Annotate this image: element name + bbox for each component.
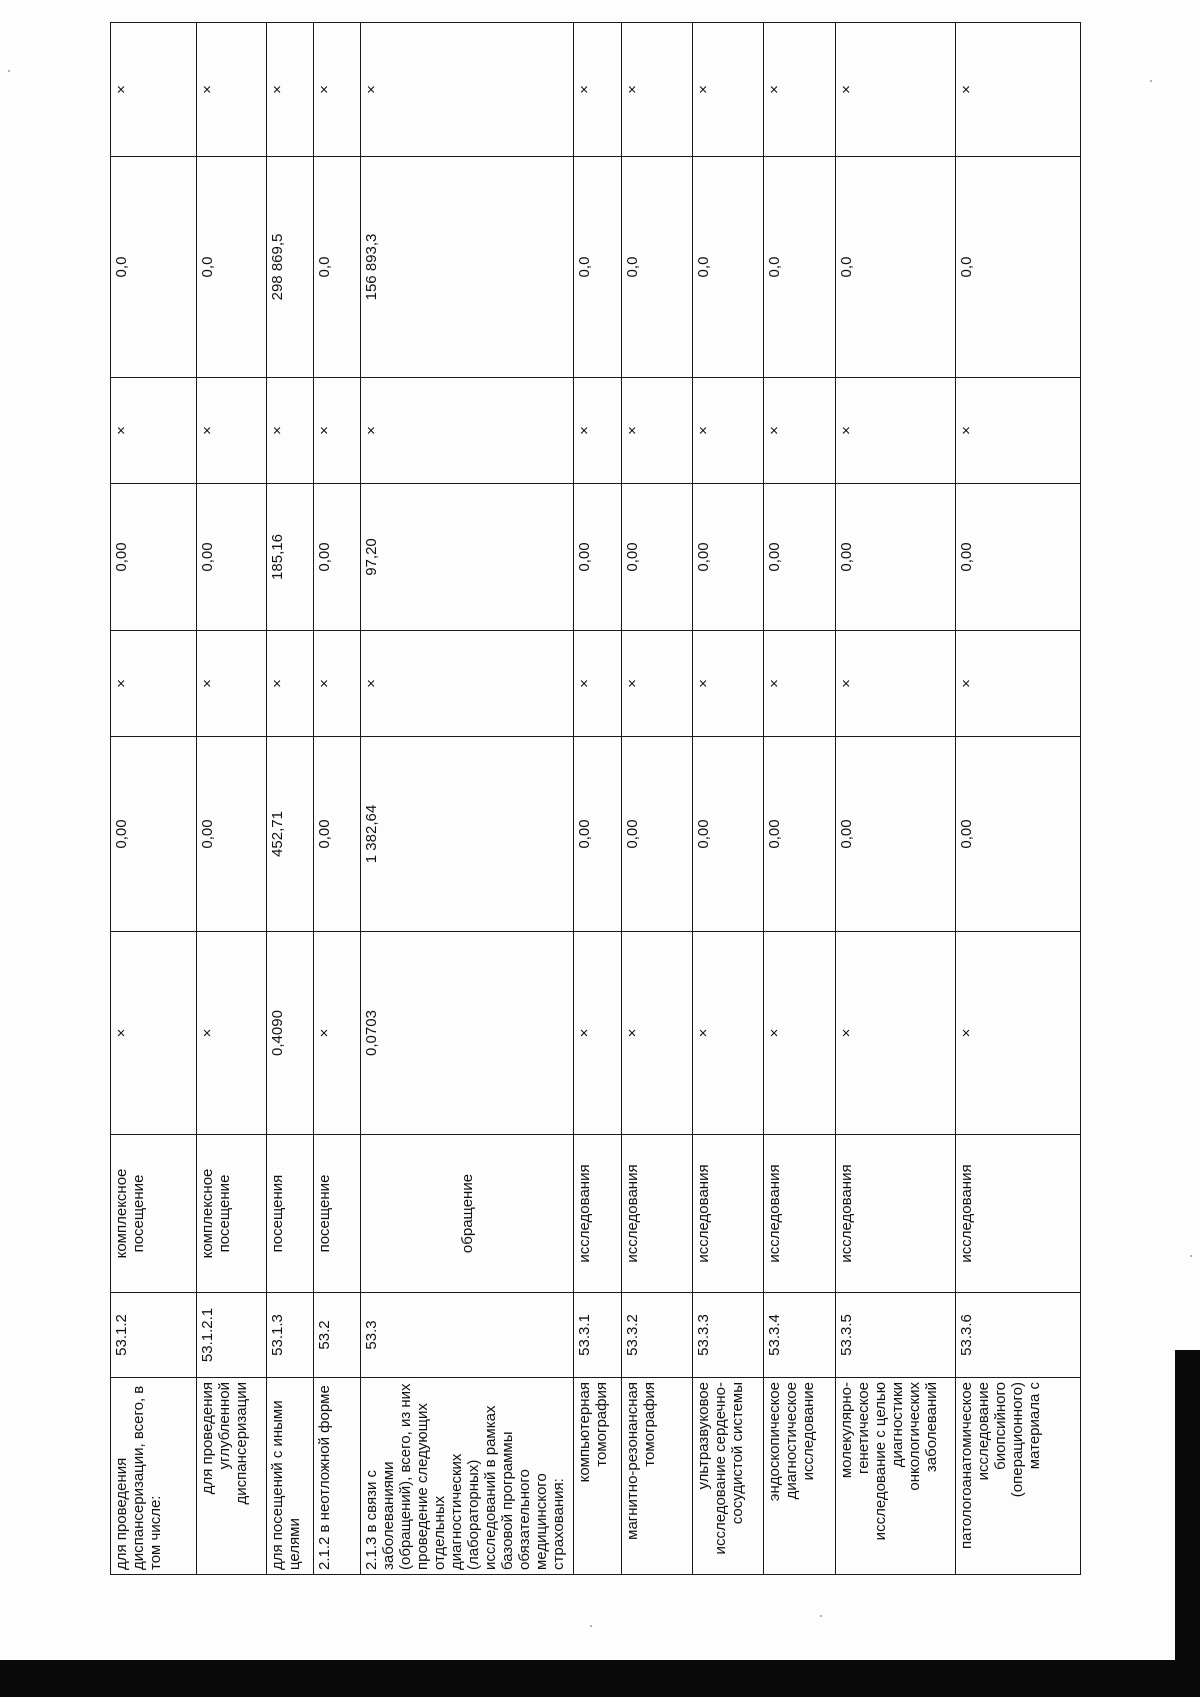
per-capita-oms-cell: 0,00 bbox=[956, 484, 1081, 631]
total-budget-cell: × bbox=[197, 378, 267, 484]
per-capita-budget-cell: × bbox=[956, 631, 1081, 737]
row-name-cell: для посещений с иными целями bbox=[267, 1378, 314, 1575]
norm-volume-cell: × bbox=[574, 932, 622, 1135]
per-capita-oms-cell: 0,00 bbox=[197, 484, 267, 631]
norm-volume-cell: × bbox=[956, 932, 1081, 1135]
norm-volume-cell: × bbox=[314, 932, 361, 1135]
total-oms-cell: 0,0 bbox=[111, 157, 197, 378]
row-number-cell: 53.3.4 bbox=[764, 1293, 836, 1378]
scan-edge-right bbox=[1175, 1350, 1200, 1660]
norm-cost-cell: 0,00 bbox=[622, 737, 693, 932]
per-capita-oms-cell: 0,00 bbox=[622, 484, 693, 631]
row-name-cell: эндоскопическое диагностическое исследование bbox=[764, 1378, 836, 1575]
unit-cell: исследования bbox=[956, 1135, 1081, 1293]
unit-cell: исследования bbox=[836, 1135, 956, 1293]
per-capita-oms-cell: 185,16 bbox=[267, 484, 314, 631]
per-capita-budget-cell: × bbox=[836, 631, 956, 737]
total-oms-cell: 0,0 bbox=[764, 157, 836, 378]
total-budget-cell: × bbox=[693, 378, 764, 484]
unit-cell: исследования bbox=[693, 1135, 764, 1293]
norm-cost-cell: 0,00 bbox=[314, 737, 361, 932]
share-cell: × bbox=[956, 23, 1081, 157]
scan-edge-bottom bbox=[0, 1660, 1200, 1697]
share-cell: × bbox=[693, 23, 764, 157]
unit-cell: посещение bbox=[314, 1135, 361, 1293]
norm-volume-cell: 0,4090 bbox=[267, 932, 314, 1135]
share-cell: × bbox=[361, 23, 574, 157]
total-budget-cell: × bbox=[267, 378, 314, 484]
per-capita-budget-cell: × bbox=[764, 631, 836, 737]
row-number-cell: 53.3.5 bbox=[836, 1293, 956, 1378]
share-cell: × bbox=[267, 23, 314, 157]
per-capita-oms-cell: 0,00 bbox=[693, 484, 764, 631]
rotated-table-container bbox=[110, 85, 1080, 1575]
row-name-cell: 2.1.2 в неотложной форме bbox=[314, 1378, 361, 1575]
row-name-cell: для проведения диспансеризации, всего, в том числе: bbox=[111, 1378, 197, 1575]
per-capita-budget-cell: × bbox=[314, 631, 361, 737]
total-oms-cell: 0,0 bbox=[836, 157, 956, 378]
per-capita-budget-cell: × bbox=[361, 631, 574, 737]
norm-cost-cell: 0,00 bbox=[956, 737, 1081, 932]
norm-volume-cell: × bbox=[197, 932, 267, 1135]
share-cell: × bbox=[314, 23, 361, 157]
per-capita-budget-cell: × bbox=[574, 631, 622, 737]
total-oms-cell: 0,0 bbox=[574, 157, 622, 378]
total-oms-cell: 0,0 bbox=[693, 157, 764, 378]
table-row bbox=[314, 23, 361, 1575]
row-number-cell: 53.3 bbox=[361, 1293, 574, 1378]
per-capita-budget-cell: × bbox=[111, 631, 197, 737]
share-cell: × bbox=[197, 23, 267, 157]
row-name-cell: 2.1.3 в связи с заболеваниями (обращений), всего, из них проведение следующих отдельных диагностических (лабораторных) исследований в рамках базовой программы обязательного медицинского страхования: bbox=[361, 1378, 574, 1575]
row-number-cell: 53.1.3 bbox=[267, 1293, 314, 1378]
per-capita-oms-cell: 0,00 bbox=[836, 484, 956, 631]
table-row bbox=[361, 23, 574, 1575]
row-name-cell: магнитно-резонансная томография bbox=[622, 1378, 693, 1575]
norm-volume-cell: × bbox=[764, 932, 836, 1135]
unit-cell: исследования bbox=[764, 1135, 836, 1293]
unit-cell: комплексное посещение bbox=[197, 1135, 267, 1293]
row-number-cell: 53.3.1 bbox=[574, 1293, 622, 1378]
total-budget-cell: × bbox=[111, 378, 197, 484]
unit-cell: исследования bbox=[622, 1135, 693, 1293]
norm-volume-cell: × bbox=[836, 932, 956, 1135]
share-cell: × bbox=[111, 23, 197, 157]
norm-cost-cell: 0,00 bbox=[764, 737, 836, 932]
total-oms-cell: 0,0 bbox=[622, 157, 693, 378]
total-oms-cell: 0,0 bbox=[197, 157, 267, 378]
norm-cost-cell: 452,71 bbox=[267, 737, 314, 932]
total-budget-cell: × bbox=[622, 378, 693, 484]
table-row bbox=[622, 23, 693, 1575]
total-budget-cell: × bbox=[764, 378, 836, 484]
per-capita-budget-cell: × bbox=[197, 631, 267, 737]
scan-speck bbox=[1150, 80, 1152, 82]
total-oms-cell: 156 893,3 bbox=[361, 157, 574, 378]
unit-cell: обращение bbox=[361, 1135, 574, 1293]
scan-speck bbox=[820, 1615, 822, 1617]
norm-volume-cell: × bbox=[693, 932, 764, 1135]
data-table bbox=[110, 22, 1081, 1575]
row-name-cell: патологоанатомическое исследование биопсийного (операционного) материала с bbox=[956, 1378, 1081, 1575]
norm-cost-cell: 0,00 bbox=[197, 737, 267, 932]
unit-cell: исследования bbox=[574, 1135, 622, 1293]
per-capita-budget-cell: × bbox=[267, 631, 314, 737]
share-cell: × bbox=[574, 23, 622, 157]
row-name-cell: для проведения углубленной диспансеризации bbox=[197, 1378, 267, 1575]
row-number-cell: 53.1.2 bbox=[111, 1293, 197, 1378]
total-budget-cell: × bbox=[956, 378, 1081, 484]
norm-cost-cell: 1 382,64 bbox=[361, 737, 574, 932]
table-row bbox=[111, 23, 197, 1575]
row-number-cell: 53.1.2.1 bbox=[197, 1293, 267, 1378]
norm-volume-cell: 0,0703 bbox=[361, 932, 574, 1135]
scan-speck bbox=[590, 1625, 592, 1627]
per-capita-budget-cell: × bbox=[693, 631, 764, 737]
row-number-cell: 53.3.2 bbox=[622, 1293, 693, 1378]
per-capita-budget-cell: × bbox=[622, 631, 693, 737]
row-name-cell: молекулярно-генетическое исследование с целью диагностики онкологических заболеваний bbox=[836, 1378, 956, 1575]
share-cell: × bbox=[764, 23, 836, 157]
per-capita-oms-cell: 0,00 bbox=[574, 484, 622, 631]
total-budget-cell: × bbox=[574, 378, 622, 484]
norm-cost-cell: 0,00 bbox=[111, 737, 197, 932]
table-row bbox=[574, 23, 622, 1575]
share-cell: × bbox=[622, 23, 693, 157]
table-row bbox=[267, 23, 314, 1575]
norm-volume-cell: × bbox=[111, 932, 197, 1135]
total-oms-cell: 298 869,5 bbox=[267, 157, 314, 378]
table-row bbox=[764, 23, 836, 1575]
total-budget-cell: × bbox=[314, 378, 361, 484]
norm-cost-cell: 0,00 bbox=[693, 737, 764, 932]
total-budget-cell: × bbox=[361, 378, 574, 484]
share-cell: × bbox=[836, 23, 956, 157]
total-oms-cell: 0,0 bbox=[314, 157, 361, 378]
norm-cost-cell: 0,00 bbox=[574, 737, 622, 932]
row-number-cell: 53.3.6 bbox=[956, 1293, 1081, 1378]
unit-cell: комплексное посещение bbox=[111, 1135, 197, 1293]
row-name-cell: ультразвуковое исследование сердечно-сосудистой системы bbox=[693, 1378, 764, 1575]
scan-speck bbox=[8, 70, 10, 72]
norm-cost-cell: 0,00 bbox=[836, 737, 956, 932]
total-budget-cell: × bbox=[836, 378, 956, 484]
per-capita-oms-cell: 97,20 bbox=[361, 484, 574, 631]
norm-volume-cell: × bbox=[622, 932, 693, 1135]
unit-cell: посещения bbox=[267, 1135, 314, 1293]
table-row bbox=[693, 23, 764, 1575]
total-oms-cell: 0,0 bbox=[956, 157, 1081, 378]
row-number-cell: 53.3.3 bbox=[693, 1293, 764, 1378]
table-row bbox=[836, 23, 956, 1575]
per-capita-oms-cell: 0,00 bbox=[314, 484, 361, 631]
table-row bbox=[956, 23, 1081, 1575]
scan-speck bbox=[1190, 1255, 1192, 1257]
row-name-cell: компьютерная томография bbox=[574, 1378, 622, 1575]
table-row bbox=[197, 23, 267, 1575]
per-capita-oms-cell: 0,00 bbox=[111, 484, 197, 631]
row-number-cell: 53.2 bbox=[314, 1293, 361, 1378]
per-capita-oms-cell: 0,00 bbox=[764, 484, 836, 631]
